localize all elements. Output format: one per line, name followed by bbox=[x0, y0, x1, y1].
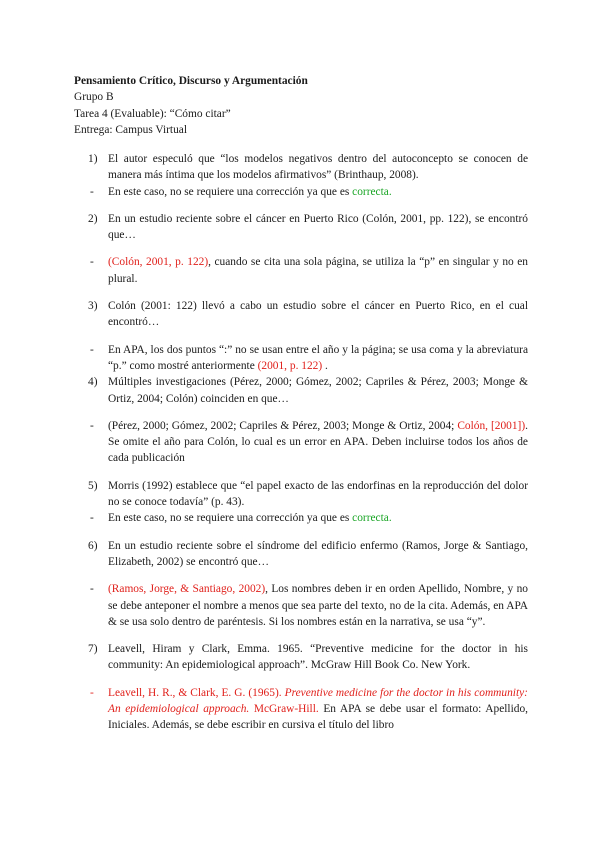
item-number: 5) bbox=[88, 479, 98, 492]
note-text-rest: . Se omite el año para Colón, lo cual es un error en APA. Deben incluirse todos los años de cada publicación bbox=[108, 419, 528, 465]
exercise-list bbox=[74, 151, 528, 734]
dash-bullet: - bbox=[90, 686, 94, 699]
corrected-reference-publisher: McGraw-Hill. bbox=[249, 703, 319, 716]
group-label: Grupo B bbox=[74, 91, 114, 104]
exercise-item-4 bbox=[74, 374, 528, 407]
document-title: Pensamiento Crítico, Discurso y Argumentación bbox=[74, 75, 308, 87]
note-text: En este caso, no se requiere una corrección ya que es bbox=[108, 185, 353, 198]
correct-label: correcta. bbox=[352, 512, 392, 525]
item-text: En un estudio reciente sobre el síndrome del edificio enfermo (Ramos, Jorge & Santiago, Elizabeth, 2002) se encontró que… bbox=[108, 539, 528, 568]
corrected-citation: (Colón, 2001, p. 122) bbox=[108, 256, 209, 269]
corrected-reference-title: Preventive medicine for the doctor in his community: An epidemiological approach. bbox=[108, 686, 528, 716]
note-text: , cuando se cita una sola página, se utiliza la “p” en singular y no en plural. bbox=[108, 256, 528, 285]
dash-bullet: - bbox=[90, 343, 94, 356]
delivery-label: Entrega: Campus Virtual bbox=[74, 123, 187, 136]
correction-note-6 bbox=[74, 581, 528, 630]
task-label: Tarea 4 (Evaluable): “Cómo citar” bbox=[74, 107, 231, 120]
exercise-item-6 bbox=[74, 538, 528, 571]
correction-note-2 bbox=[74, 254, 528, 287]
exercise-item-7 bbox=[74, 641, 528, 674]
dash-bullet: - bbox=[90, 419, 94, 432]
item-text: El autor especuló que “los modelos negativos dentro del autoconcepto se conocen de manera más íntima que los modelos afirmativos” (Brinthaup, 2008). bbox=[108, 153, 528, 182]
note-text: En APA se debe usar el formato: Apellido, Iniciales. Además, se debe escribir en cursiva el título del libro bbox=[108, 703, 528, 732]
item-text: Colón (2001: 122) llevó a cabo un estudio sobre el cáncer en Puerto Rico, en el cual encontró… bbox=[108, 300, 528, 329]
exercise-item-3 bbox=[74, 298, 528, 331]
dash-bullet: - bbox=[90, 583, 94, 596]
corrected-citation: (2001, p. 122) bbox=[257, 359, 323, 372]
correction-note-1 bbox=[74, 184, 528, 200]
item-number: 6) bbox=[88, 539, 98, 552]
dash-bullet: - bbox=[90, 185, 94, 198]
item-number: 3) bbox=[88, 300, 98, 313]
item-text: Leavell, Hiram y Clark, Emma. 1965. “Preventive medicine for the doctor in his community: An epidemiological approach”. McGraw Hill Book Co. New York. bbox=[108, 643, 528, 672]
exercise-item-1 bbox=[74, 151, 528, 184]
exercise-item-2 bbox=[74, 211, 528, 244]
corrected-citation: Colón, [2001]) bbox=[457, 419, 526, 432]
corrected-reference-authors: Leavell, H. R., & Clark, E. G. (1965). bbox=[108, 686, 285, 699]
document-header bbox=[74, 73, 308, 138]
item-number: 4) bbox=[88, 376, 98, 389]
item-number: 2) bbox=[88, 212, 98, 225]
note-text: (Pérez, 2000; Gómez, 2002; Capriles & Pérez, 2003; Monge & Ortiz, 2004; bbox=[108, 419, 458, 432]
exercise-item-5 bbox=[74, 478, 528, 511]
dash-bullet: - bbox=[90, 512, 94, 525]
correct-label: correcta. bbox=[352, 185, 392, 198]
corrected-citation: (Ramos, Jorge, & Santiago, 2002) bbox=[108, 583, 266, 596]
note-text: , Los nombres deben ir en orden Apellido, Nombre, y no se debe anteponer el nombre a menos que sea parte del texto, no de la cita. Además, en APA & se usa solo dentro de paréntesis. Si los nombres están en la narrativa, se usa “y”. bbox=[108, 583, 528, 628]
note-text: En APA, los dos puntos “:” no se usan entre el año y la página; se usa coma y la abreviatura “p.” como mostré anteriormente bbox=[108, 343, 528, 372]
item-number: 7) bbox=[88, 643, 98, 656]
correction-note-4 bbox=[74, 418, 528, 467]
item-text: En un estudio reciente sobre el cáncer en Puerto Rico (Colón, 2001, pp. 122), se encontró que… bbox=[108, 212, 528, 242]
item-number: 1) bbox=[88, 153, 98, 165]
item-text: Morris (1992) establece que “el papel exacto de las endorfinas en la reproducción del dolor no se conoce todavía” (p. 43). bbox=[108, 479, 528, 509]
note-text: En este caso, no se requiere una corrección ya que es bbox=[108, 512, 353, 525]
dash-bullet: - bbox=[90, 256, 94, 269]
item-text: Múltiples investigaciones (Pérez, 2000; Gómez, 2002; Capriles & Pérez, 2003; Monge & Ortiz, 2004; Colón) coinciden en que… bbox=[108, 376, 528, 405]
note-text-end: . bbox=[322, 359, 328, 372]
correction-note-5 bbox=[74, 510, 528, 526]
correction-note-7 bbox=[74, 685, 528, 734]
correction-note-3 bbox=[74, 342, 528, 375]
